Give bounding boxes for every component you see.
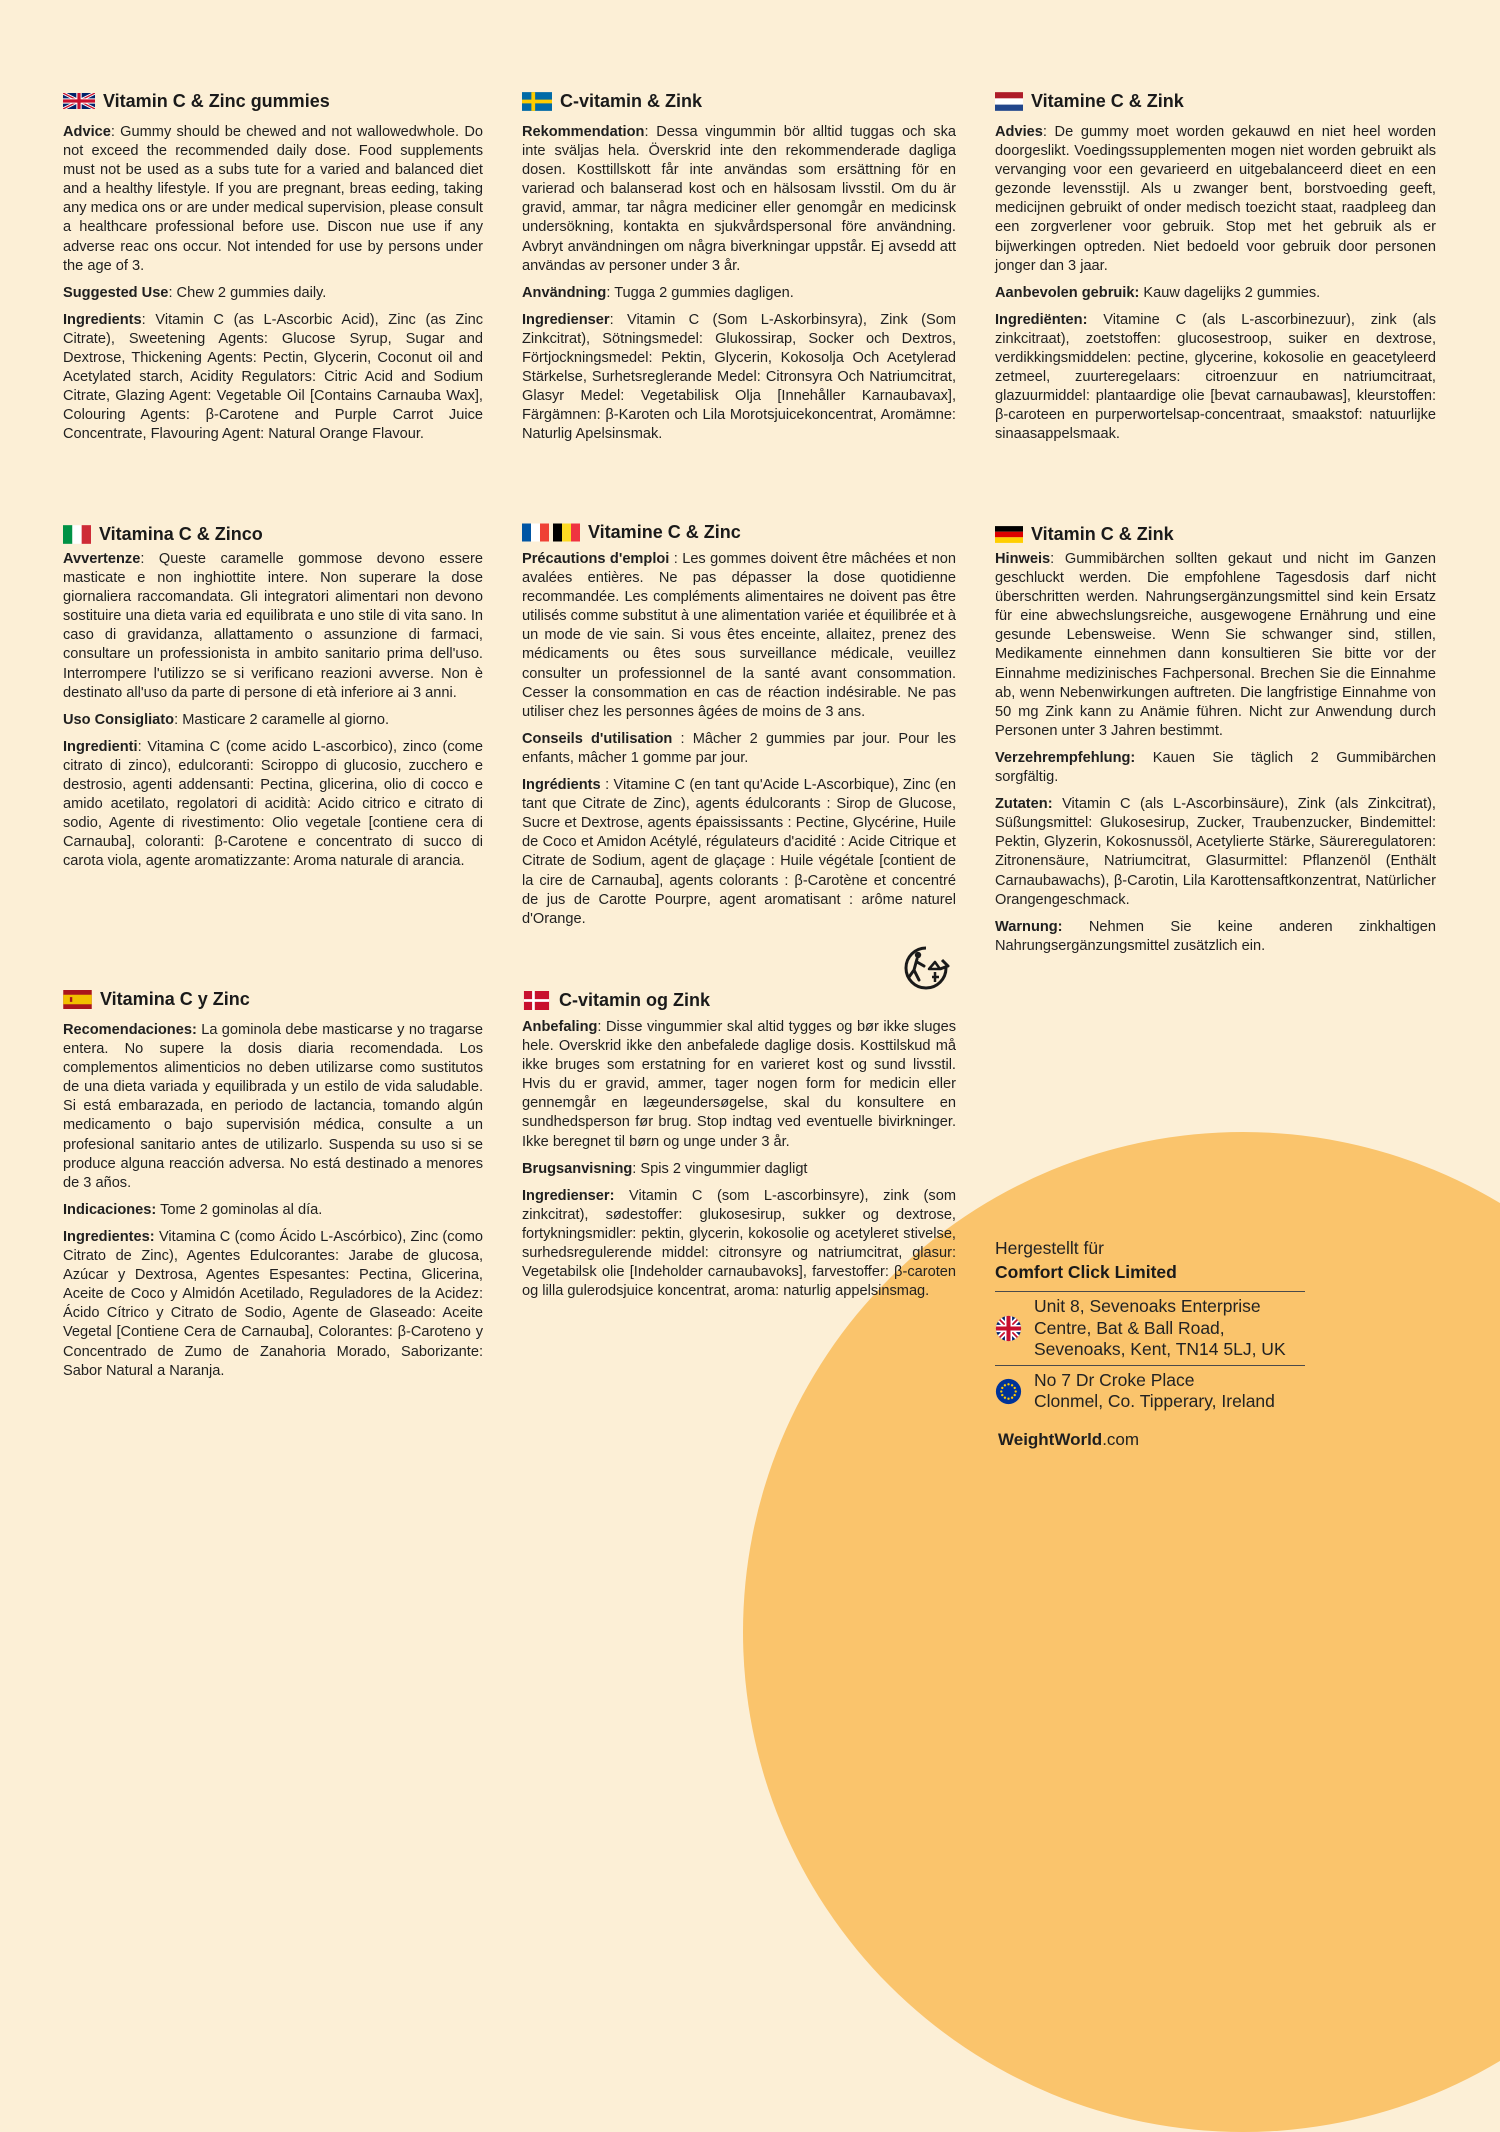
info-paragraph	[63, 711, 483, 730]
info-paragraph	[522, 730, 956, 768]
section-de	[995, 522, 1436, 964]
info-paragraph	[995, 795, 1436, 910]
section-title-text: Vitamine C & Zinc	[588, 522, 741, 542]
paragraph-text: Spis 2 vingummier dagligt	[640, 1160, 808, 1177]
info-paragraph	[995, 284, 1436, 303]
paragraph-text: Masticare 2 caramelle al giorno.	[182, 711, 390, 728]
paragraph-text: Queste caramelle gommose devono essere masticate e non inghiottite intere. Non superare la dose giornaliera raccomandata. Gli integratori alimentari non devono sostituire una dieta varia ed equilibrata e uno stile di vita sano. In caso di gravidanza, allattamento o assunzione di farmaci, consultare un professionista in ambito sanitario prima dell'uso. Interrompere l'utilizzo se si verificano reazioni avverse. Non è destinato all'uso da parte di persone di età inferiore ai 3 anni.	[63, 551, 483, 701]
info-paragraph	[995, 918, 1436, 956]
paragraph-label: Verzehrempfehlung:	[995, 749, 1136, 766]
paragraph-text: Nehmen Sie keine anderen zinkhaltigen Nahrungsergänzungsmittel zusätzlich ein.	[995, 918, 1436, 954]
paragraph-text: Vitamin C (als L-Ascorbinsäure), Zink (als Zinkcitrat), Süßungsmittel: Glukosesirup, Zucker, Traubenzucker, Bindemittel: Pektin, Glyzerin, Kokosnussöl, Acetylierte Stärke, Säureregulatoren: Zitronensäure, Natriumcitrat, Glasurmittel: Pflanzenöl (Enthält Carnaubawachs), β-Carotin, Lila Karottensaftkonzentrat, Natürlicher Orangengeschmack.	[995, 796, 1436, 908]
info-paragraph	[522, 311, 956, 445]
paragraph-label: Recomendaciones:	[63, 1022, 197, 1038]
uk-address: Unit 8, Sevenoaks Enterprise Centre, Bat & Ball Road, Sevenoaks, Kent, TN14 5LJ, UK	[1034, 1296, 1286, 1359]
paragraph-separator: :	[632, 1160, 641, 1177]
section-body	[522, 123, 956, 445]
paragraph-label: Hinweis	[995, 551, 1051, 567]
section-it	[63, 522, 483, 880]
company-name: Comfort Click Limited	[995, 1262, 1177, 1282]
section-title-text: Vitamin C & Zink	[1031, 524, 1174, 544]
info-paragraph	[522, 284, 956, 303]
uk-flag-icon	[63, 91, 95, 111]
section-title	[63, 987, 483, 1011]
section-title-text: C-vitamin & Zink	[560, 91, 703, 111]
paragraph-separator: :	[606, 284, 615, 301]
section-title	[63, 522, 483, 546]
spain-flag-icon	[63, 990, 92, 1009]
section-title-text: Vitamine C & Zink	[1031, 91, 1184, 111]
paragraph-separator: :	[110, 124, 121, 140]
section-da	[522, 988, 956, 1309]
paragraph-separator: :	[137, 738, 148, 755]
triman-recycling-icon	[902, 944, 952, 995]
paragraph-label: Ingredienser	[522, 311, 610, 328]
paragraph-label: Zutaten:	[995, 796, 1053, 813]
paragraph-separator: :	[609, 311, 627, 328]
section-nl	[995, 89, 1436, 453]
paragraph-text: Vitamin C (Som L-Askorbinsyra), Zink (Som Zinkcitrat), Sötningsmedel: Glukossirap, Socker och Dextros, Förtjockningsmedel: Pektin, Glycerin, Kokosolja Och Acetylerad Stärkelse, Surhetsreglerande Medel: Citronsyra Och Natriumcitrat, Glasyr Medel: Vegetabilisk Olja [Innehåller Karnaubavax], Färgämnen: β-Karoten och Lila Morotsjuicekoncentrat, Aromämne: Naturlig Apelsinsmak.	[522, 311, 956, 443]
paragraph-text: Chew 2 gummies daily.	[176, 284, 327, 301]
info-paragraph	[995, 749, 1436, 787]
brand-name: WeightWorld	[998, 1429, 1103, 1449]
info-paragraph	[63, 123, 483, 276]
info-paragraph	[63, 550, 483, 703]
paragraph-text: La gominola debe masticarse y no tragarse entera. No supere la dosis diaria recomendada. Los complementos alimenticios no deben utilizarse como sustitutos de una dieta variada y equilibrada y un estilo de vida saludable. Si está embarazada, en periodo de lactancia, tomando algún medicamento o bajo supervisión médica, consulte a un profesional sanitario antes de utilizarlo. Suspenda su uso si se produce alguna reacción adversa. No está destinado a menores de 3 años.	[63, 1022, 483, 1191]
info-paragraph	[63, 311, 483, 445]
paragraph-text: Tugga 2 gummies dagligen.	[614, 284, 794, 301]
paragraph-separator	[614, 1188, 629, 1204]
paragraph-text: Kauw dagelijks 2 gummies.	[1143, 284, 1321, 301]
section-title-text: C-vitamin og Zink	[559, 990, 711, 1010]
netherlands-flag-icon	[995, 92, 1023, 111]
denmark-flag-icon	[522, 991, 551, 1010]
paragraph-label: Aanbevolen gebruik:	[995, 284, 1140, 301]
eu-address: No 7 Dr Croke Place Clonmel, Co. Tipperary, Ireland	[1034, 1369, 1275, 1411]
paragraph-label: Brugsanvisning	[522, 1160, 633, 1177]
paragraph-text: Kauen Sie täglich 2 Gummibärchen sorgfältig.	[995, 749, 1436, 786]
paragraph-text: Gummy should be chewed and not wallowedwhole. Do not exceed the recommended daily dose. Food supplements must not be used as a subs tute for a varied and balanced diet and a healthy lifestyle. If you are pregnant, breas eeding, taking any medica ons or are under medical supervision, please consult a healthcare professional before use. Discon nue use if any adverse reac ons occur. Not intended for use by persons under the age of 3.	[63, 124, 484, 274]
section-title	[63, 89, 483, 113]
germany-flag-icon	[995, 525, 1023, 544]
italy-flag-icon	[63, 525, 91, 544]
paragraph-text: Vitamine C (als L-ascorbinezuur), zink (als zinkcitraat), zoetstoffen: glucosestroop, suiker en dextrose, verdikkingsmiddelen: pectine, glycerine, kokosolie en geacetyleerd zetmeel, zuurteregelaars: citroenzuur en natriumcitraat, glazuurmiddel: plantaardige olie [bevat carnaubawas], kleurstoffen: β-caroteen en purperwortelsap-concentraat, smaakstof: natuurlijke sinaasappelsmaak.	[995, 311, 1436, 443]
paragraph-separator	[1135, 750, 1152, 766]
paragraph-label: Avvertenze	[63, 551, 141, 567]
paragraph-label: Ingredients	[63, 311, 142, 328]
paragraph-separator: :	[168, 284, 177, 301]
paragraph-label: Uso Consigliato	[63, 711, 175, 728]
paragraph-separator: :	[669, 551, 683, 567]
paragraph-text: Disse vingummier skal altid tygges og bør ikke sluges hele. Overskrid ikke den anbefalede daglige dosis. Kosttilskud må ikke bruges som erstatning for en varieret kost og sund livsstil. Hvis du er gravid, ammer, tager nogen form for medicin eller gennemgår en lægeundersøgelse, skal du konsultere en sundhedsperson før brug. Stop indtag ved eventuelle bivirkninger. Ikke beregnet til børn og unge under 3 år.	[522, 1019, 956, 1150]
paragraph-label: Suggested Use	[63, 284, 169, 301]
eu-address-row	[995, 1365, 1305, 1417]
paragraph-text: Dessa vingummin bör alltid tuggas och ska inte sväljas hela. Överskrid inte den rekommenderade dagliga dosen. Kosttillskott får inte användas som ersättning för en varierad och balanserad kost och en hälsosam livsstil. Om du är gravid, ammar, tar några mediciner eller genomgår en medicinsk undersökning, kontakta en sjukvårdspersonal före användning. Avbryt användningen om några biverkningar uppstår. Ej avsedd att användas av personer under 3 år.	[522, 124, 956, 274]
paragraph-label: Ingredienti	[63, 738, 138, 755]
section-body	[63, 550, 483, 872]
brand-domain: .com	[1102, 1429, 1140, 1449]
uk-round-flag-icon	[995, 1315, 1022, 1342]
section-body	[522, 550, 956, 929]
paragraph-separator: :	[140, 551, 159, 567]
section-body	[63, 1021, 483, 1381]
paragraph-text: Vitamine C (en tant qu'Acide L-Ascorbique), Zinc (en tant que Citrate de Zinc), agents édulcorants : Sirop de Glucose, Sucre et Dextrose, agents épaississants : Pectine, Glycérine, Huile de Coco et Amidon Acétylé, régulateurs d'acidité : Acide Citrique et Citrate de Sodium, agent de glaçage : Huile végétale [contient de la cire de Carnauba], agents colorants : β-Carotène et concentré de jus de Carotte Pourpre, agent aromatisant : arôme naturel d'Orange.	[522, 777, 956, 927]
manufacturer-info	[995, 1237, 1305, 1451]
paragraph-separator: :	[600, 777, 614, 794]
info-paragraph	[522, 1187, 956, 1302]
info-paragraph	[522, 776, 956, 929]
paragraph-label: Conseils d'utilisation	[522, 730, 673, 747]
paragraph-text: Les gommes doivent être mâchées et non avalées entières. Ne pas dépasser la dose quotidienne recommandée. Les compléments alimentaires ne doivent pas être utilisés comme substitut à une alimentation variée et équilibrée et à un mode de vie sain. Si vous êtes enceinte, allaitez, prenez des médicaments ou êtes sous surveillance médicale, veuillez consulter un professionnel de la santé avant consommation. Cesser la consommation en cas de réaction indésirable. Ne pas utiliser chez les personnes âgées de moins de 3 ans.	[522, 551, 956, 720]
section-title	[522, 89, 956, 113]
france-belgium-flags-icon	[522, 523, 580, 542]
paragraph-label: Rekommendation	[522, 124, 645, 140]
paragraph-text: Gummibärchen sollten gekaut und nicht im Ganzen geschluckt werden. Die empfohlene Tagesdosis darf nicht überschritten werden. Nahrungsergänzungsmittel sind kein Ersatz für eine abwechslungsreiche, ausgewogene Ernährung und eine gesunde Lebensweise. Wenn Sie schwanger sind, stillen, Medikamente einnehmen dann konsultieren Sie bitte vor der Einnahme medizinisches Fachpersonal. Brechen Sie die Einnahme ab, wenn Nebenwirkungen auftreten. Die langfristige Einnahme von 50 mg Zink kann zu Anämie führen. Nicht zur Anwendung durch Personen unter 3 Jahren bestimmt.	[995, 551, 1437, 739]
paragraph-separator: :	[141, 311, 156, 328]
paragraph-label: Warnung:	[995, 918, 1063, 935]
section-title	[995, 522, 1436, 546]
paragraph-text: Vitamin C (as L-Ascorbic Acid), Zinc (as Zinc Citrate), Sweetening Agents: Glucose Syrup, Sugar and Dextrose, Thickening Agents: Pectin, Glycerin, Coconut oil and Acetylated starch, Acidity Regulators: Citric Acid and Sodium Citrate, Glazing Agent: Vegetable Oil [Contains Carnauba Wax], Colouring Agents: β-Carotene and Purple Carrot Juice Concentrate, Flavouring Agent: Natural Orange Flavour.	[63, 311, 483, 443]
section-sv	[522, 89, 956, 453]
paragraph-label: Précautions d'emploi	[522, 551, 670, 567]
info-paragraph	[63, 1201, 483, 1220]
paragraph-text: Vitamina C (come acido L-ascorbico), zinco (come citrato di zinco), edulcoranti: Sciroppo di glucosio, zucchero e destrosio, agenti addensanti: Pectina, glicerina, olio di cocco e amido acetilato, regolatori di acidità: Acido citrico e citrato di sodio, Agente di rivestimento: Olio vegetale [contiene cera di Carnauba], coloranti: β-Carotene e concentrato di succo di carota viola, agente aromatizzante: Aroma naturale di arancia.	[63, 738, 484, 870]
paragraph-label: Ingredientes:	[63, 1228, 155, 1245]
paragraph-label: Ingredienser:	[522, 1187, 615, 1204]
paragraph-separator: :	[597, 1019, 606, 1035]
paragraph-separator	[1063, 919, 1089, 935]
paragraph-text: Vitamin C (som L-ascorbinsyre), zink (som zinkcitrat), sødestoffer: glukosesirup, sukker og dextrose, fortykningsmidler: pektin, glycerin, kokosolie og acetyleret stivelse, surhedsregulerende middel: citronsyre og natriumcitrat, glasur: Vegetabilsk olie [Indeholder carnaubavoks], farvestoffer: β-caroten og lilla gulerodsjuice koncentrat, aroma: naturlig appelsinsmag.	[522, 1187, 956, 1300]
manufactured-for-label: Hergestellt für	[995, 1238, 1104, 1258]
paragraph-separator	[1087, 312, 1103, 328]
section-en	[63, 89, 483, 453]
paragraph-label: Advice	[63, 124, 111, 140]
info-paragraph	[522, 1160, 956, 1179]
paragraph-label: Anbefaling	[522, 1019, 598, 1035]
section-body	[522, 1018, 956, 1301]
section-es	[63, 987, 483, 1389]
paragraph-separator: :	[672, 730, 693, 747]
brand-website	[995, 1429, 1305, 1451]
info-paragraph	[522, 123, 956, 276]
paragraph-label: Ingrédients	[522, 777, 601, 794]
paragraph-text: Vitamina C (como Ácido L-Ascórbico), Zinc (como Citrato de Zinc), Agentes Edulcorantes: Jarabe de glucosa, Azúcar y Dextrosa, Agentes Espesantes: Pectina, Glicerina, Aceite de Coco y Almidón Acetilado, Reguladores de la Acidez: Ácido Cítrico y Citrato de Sodio, Agente de Glaseado: Aceite Vegetal [Contiene Cera de Carnauba], Colorantes: β-Caroteno y Concentrado de Zumo de Zanahoria Morado, Saborizante: Sabor Natural a Naranja.	[63, 1228, 483, 1379]
eu-round-flag-icon	[995, 1378, 1022, 1405]
section-body	[63, 123, 483, 445]
section-title-text: Vitamin C & Zinc gummies	[103, 91, 330, 111]
info-paragraph	[522, 550, 956, 722]
paragraph-separator: :	[174, 711, 183, 728]
paragraph-label: Indicaciones:	[63, 1201, 157, 1218]
info-paragraph	[63, 1228, 483, 1381]
paragraph-label: Användning	[522, 284, 607, 301]
section-body	[995, 123, 1436, 445]
section-title-text: Vitamina C y Zinc	[100, 989, 250, 1009]
info-paragraph	[995, 550, 1436, 741]
info-paragraph	[63, 284, 483, 303]
paragraph-separator: :	[644, 124, 657, 140]
info-paragraph	[63, 738, 483, 872]
info-paragraph	[63, 1021, 483, 1193]
section-fr	[522, 520, 956, 937]
section-title	[522, 520, 956, 544]
paragraph-separator: :	[1050, 551, 1065, 567]
paragraph-text: Mâcher 2 gummies par jour. Pour les enfants, mâcher 1 gomme par jour.	[522, 730, 956, 766]
info-paragraph	[995, 123, 1436, 276]
paragraph-label: Ingrediënten:	[995, 311, 1088, 328]
section-title	[995, 89, 1436, 113]
paragraph-separator	[1053, 796, 1063, 812]
paragraph-separator: :	[1042, 124, 1055, 140]
paragraph-text: De gummy moet worden gekauwd en niet heel worden doorgeslikt. Voedingssupplementen mogen niet worden gebruikt als vervanging voor een gevarieerd en uitgebalanceerd dieet en een gezonde levensstijl. Als u zwanger bent, borstvoeding geeft, medicijnen gebruikt of onder medisch toezicht staat, raadpleeg dan een zorgverlener voor gebruik. Stop met het gebruik als er bijwerkingen optreden. Niet bedoeld voor gebruik door personen jonger dan 3 jaar.	[995, 124, 1436, 274]
info-paragraph	[995, 311, 1436, 445]
uk-address-row	[995, 1291, 1305, 1365]
section-title-text: Vitamina C & Zinco	[99, 524, 263, 544]
info-paragraph	[522, 1018, 956, 1152]
section-title	[522, 988, 956, 1012]
section-body	[995, 550, 1436, 956]
paragraph-text: Tome 2 gominolas al día.	[160, 1201, 323, 1218]
paragraph-label: Advies	[995, 124, 1043, 140]
sweden-flag-icon	[522, 92, 552, 111]
